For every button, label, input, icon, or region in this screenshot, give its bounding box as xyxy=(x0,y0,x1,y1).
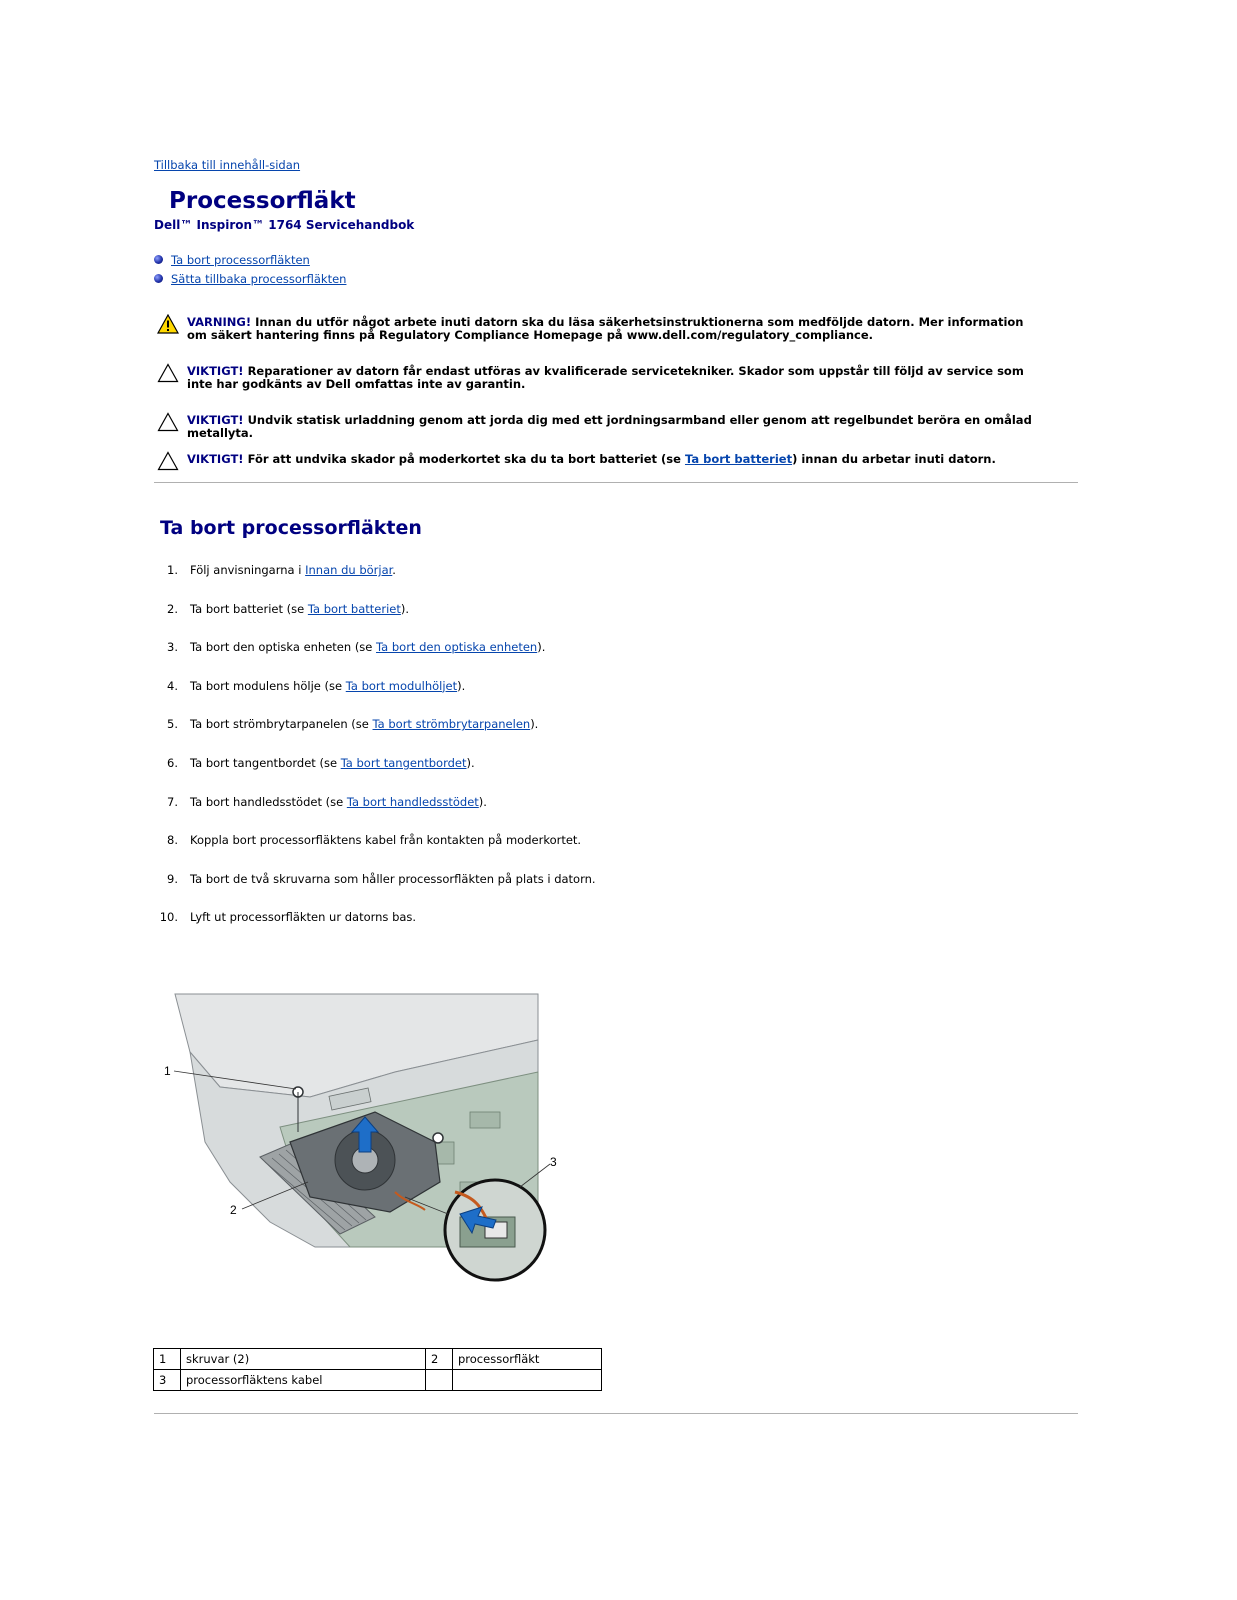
back-to-contents-link[interactable]: Tillbaka till innehåll-sidan xyxy=(154,158,301,172)
step-text-end: ). xyxy=(478,794,487,809)
table-row xyxy=(154,1370,602,1391)
callout-1: 1 xyxy=(164,1064,171,1078)
important-text-end: ) innan du arbetar inuti datorn. xyxy=(792,452,996,466)
table-of-contents xyxy=(154,250,346,288)
important-notice xyxy=(157,453,1037,471)
toc-item xyxy=(154,269,346,288)
list-item xyxy=(154,717,596,756)
step-number: 1. xyxy=(167,563,178,577)
step-text-end: ). xyxy=(400,601,410,616)
important-text: Reparationer av datorn får endast utföras av kvalificerade servicetekniker. Skador som uppstår till följd av service som inte har godkänts av Dell omfattas inte av garantin. xyxy=(187,364,1024,391)
divider xyxy=(154,482,1078,483)
step-text-end: . xyxy=(392,563,396,577)
step-number: 7. xyxy=(167,794,178,809)
important-text: Undvik statisk urladdning genom att jorda dig med ett jordningsarmband eller genom att regelbundet beröra en omålad metallyta. xyxy=(187,413,1032,440)
step-number: 5. xyxy=(167,717,178,732)
table-cell: 3 xyxy=(154,1370,181,1391)
table-cell: skruvar (2) xyxy=(181,1349,426,1370)
step-text-end: ). xyxy=(537,640,546,655)
important-notice xyxy=(157,414,1037,440)
step-link[interactable]: Ta bort batteriet xyxy=(307,601,401,616)
callout-3: 3 xyxy=(550,1155,557,1169)
step-list xyxy=(154,563,596,949)
step-text: Ta bort batteriet (se xyxy=(190,601,305,616)
processor-fan-illustration xyxy=(160,992,560,1308)
table-cell: processorfläkt xyxy=(453,1349,602,1370)
step-number: 3. xyxy=(167,640,178,655)
table-cell: processorfläktens kabel xyxy=(181,1370,426,1391)
step-number: 8. xyxy=(167,833,178,848)
step-text: Ta bort de två skruvarna som håller processorfläkten på plats i datorn. xyxy=(190,871,596,886)
step-text-end: ). xyxy=(466,755,475,770)
step-link[interactable]: Ta bort handledsstödet xyxy=(346,794,479,809)
list-item xyxy=(154,756,596,795)
page-title: Processorfläkt xyxy=(169,188,356,214)
important-label: VIKTIGT! xyxy=(187,364,244,378)
warning-notice xyxy=(157,316,1037,342)
step-text-end: ). xyxy=(530,717,539,732)
step-link[interactable]: Innan du börjar xyxy=(305,563,393,577)
step-text: Koppla bort processorfläktens kabel från kontakten på moderkortet. xyxy=(190,833,582,848)
important-label: VIKTIGT! xyxy=(187,452,244,466)
step-number: 9. xyxy=(167,871,178,886)
list-item xyxy=(154,833,596,872)
step-link[interactable]: Ta bort tangentbordet xyxy=(340,755,467,770)
divider xyxy=(154,1413,1078,1414)
toc-link-replace-fan[interactable]: Sätta tillbaka processorfläkten xyxy=(171,271,347,286)
caution-triangle-icon xyxy=(157,451,179,471)
step-link[interactable]: Ta bort strömbrytarpanelen xyxy=(372,717,531,732)
step-text: Ta bort strömbrytarpanelen (se xyxy=(190,717,369,732)
important-notice xyxy=(157,365,1037,391)
toc-item xyxy=(154,250,346,269)
step-link[interactable]: Ta bort modulhöljet xyxy=(345,678,458,693)
step-text: Lyft ut processorfläkten ur datorns bas. xyxy=(190,910,417,925)
warning-triangle-icon xyxy=(157,314,179,334)
caution-triangle-icon xyxy=(157,412,179,432)
step-number: 10. xyxy=(159,910,178,925)
step-link[interactable]: Ta bort den optiska enheten xyxy=(376,640,538,655)
list-item xyxy=(154,640,596,679)
list-item xyxy=(154,910,596,949)
page-subtitle: Dell™ Inspiron™ 1764 Servicehandbok xyxy=(154,218,415,232)
list-item xyxy=(154,679,596,718)
important-text: För att undvika skador på moderkortet ska du ta bort batteriet (se xyxy=(247,452,681,466)
list-item xyxy=(154,563,596,602)
step-text-end: ). xyxy=(457,678,466,693)
warning-label: VARNING! xyxy=(187,315,252,329)
blue-ball-bullet-icon xyxy=(154,255,163,264)
remove-battery-link[interactable]: Ta bort batteriet xyxy=(684,452,793,466)
table-cell: 1 xyxy=(154,1349,181,1370)
step-number: 4. xyxy=(167,678,178,693)
step-number: 2. xyxy=(167,601,178,616)
callout-2: 2 xyxy=(230,1203,237,1217)
important-label: VIKTIGT! xyxy=(187,413,244,427)
legend-table xyxy=(153,1348,602,1391)
toc-link-remove-fan[interactable]: Ta bort processorfläkten xyxy=(171,252,310,267)
step-text: Ta bort handledsstödet (se xyxy=(190,794,344,809)
list-item xyxy=(154,872,596,911)
step-text: Följ anvisningarna i xyxy=(190,563,302,577)
warning-text: Innan du utför något arbete inuti datorn ska du läsa säkerhetsinstruktionerna som medföljde datorn. Mer information om säkert hantering finns på Regulatory Compliance Homepage på www.dell.com/regulatory_compliance. xyxy=(187,315,1024,342)
table-cell xyxy=(453,1370,602,1391)
table-row xyxy=(154,1349,602,1370)
list-item xyxy=(154,602,596,641)
step-text: Ta bort tangentbordet (se xyxy=(190,755,338,770)
step-text: Ta bort modulens hölje (se xyxy=(190,678,343,693)
blue-ball-bullet-icon xyxy=(154,274,163,283)
step-number: 6. xyxy=(167,755,178,770)
table-cell xyxy=(426,1370,453,1391)
list-item xyxy=(154,795,596,834)
table-cell: 2 xyxy=(426,1349,453,1370)
step-text: Ta bort den optiska enheten (se xyxy=(190,640,373,655)
section-title: Ta bort processorfläkten xyxy=(160,517,422,539)
caution-triangle-icon xyxy=(157,363,179,383)
